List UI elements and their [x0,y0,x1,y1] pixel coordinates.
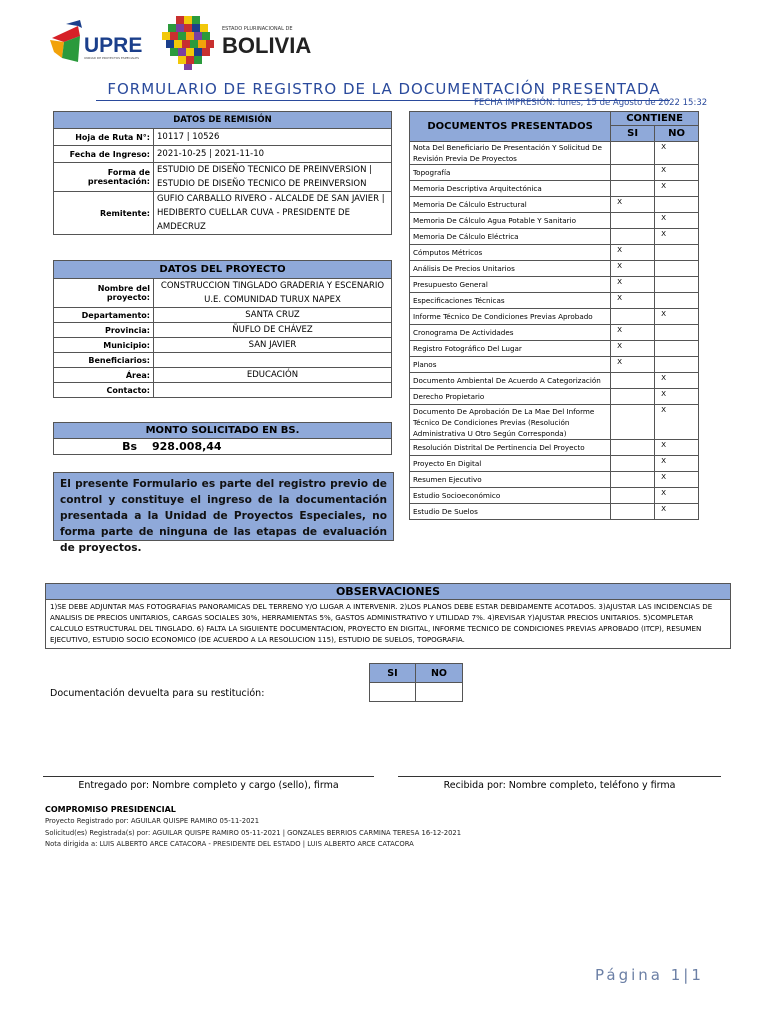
bolivia-emblem-icon [162,16,216,70]
compromiso-line: Nota dirigida a: LUIS ALBERTO ARCE CATACORA - PRESIDENTE DEL ESTADO | LUIS ALBERTO ARCE CATACORA [45,840,414,848]
page-word: Página [595,966,663,984]
document-no-mark [655,197,699,213]
observaciones-title: OBSERVACIONES [46,584,730,600]
document-name: Cómputos Métricos [410,245,611,261]
proyecto-label: Departamento: [54,308,154,323]
compromiso-line: Proyecto Registrado por: AGUILAR QUISPE RAMIRO 05-11-2021 [45,817,260,825]
devuelta-si-header: SI [370,664,416,683]
document-no-mark [655,277,699,293]
document-no-mark [655,325,699,341]
upre-logo-subtitle: UNIDAD DE PROYECTOS ESPECIALES [84,56,140,60]
document-si-mark [611,389,655,405]
table-row [54,439,392,455]
remision-value: 10117 | 10526 [154,129,392,146]
page-total: 1 [691,966,704,984]
document-name: Derecho Propietario [410,389,611,405]
document-si-mark [611,488,655,504]
table-row [410,488,699,504]
document-si-mark [611,229,655,245]
document-name: Planos [410,357,611,373]
document-no-mark: X [655,181,699,197]
devuelta-label: Documentación devuelta para su restitución: [50,688,265,699]
devuelta-no-header: NO [415,664,462,683]
table-row [410,440,699,456]
monto-table [53,422,392,455]
document-name: Topografía [410,165,611,181]
document-name: Presupuesto General [410,277,611,293]
table-row [54,308,392,323]
document-si-mark: X [611,277,655,293]
document-name: Estudio Socioeconómico [410,488,611,504]
table-row [410,181,699,197]
document-name: Memoria Descriptiva Arquitectónica [410,181,611,197]
proyecto-value: SANTA CRUZ [154,308,392,323]
bolivia-state-label: ESTADO PLURINACIONAL DE [222,26,293,32]
proyecto-label: Provincia: [54,323,154,338]
compromiso-line: Solicitud(es) Registrada(s) por: AGUILAR QUISPE RAMIRO 05-11-2021 | GONZALES BERRIOS CARMINA TERESA 16-12-2021 [45,829,462,837]
table-row [54,368,392,383]
remision-label: Forma de presentación: [54,163,154,192]
proyecto-label: Beneficiarios: [54,353,154,368]
devuelta-no-cell[interactable] [415,683,462,702]
document-no-mark [655,245,699,261]
document-si-mark [611,213,655,229]
document-si-mark [611,309,655,325]
signature-line-recibida [398,776,721,777]
table-row [410,456,699,472]
table-row [410,389,699,405]
observaciones-text: 1)SE DEBE ADJUNTAR MAS FOTOGRAFIAS PANORAMICAS DEL TERRENO Y/O LUGAR A INTERVENIR. 2)LOS PLANOS DEBE ESTAR DEBIDAMENTE ACOTADOS. 3)AJUSTAR LAS INCIDENCIAS DE ANALISIS DE PRECIOS UNITARIOS, CARGAS SOCIALES 30%, HERRAMIENTAS 5%, GASTOS ADMINISTRATIVO Y UTILIDAD 7%. 4)REVISAR Y)AJUSTAR PRECIOS UNITARIOS. 5)COMPLETAR CALCULO ESTRUCTURAL DEL TINGLADO. 6) FALTA LA SIGUIENTE DOCUMENTACION, PROYECTO EN DIGITAL, INFORME TECNICO DE CONDICIONES PREVIAS APROBADO (ITCP), RESUMEN EJECUTIVO, ESTUDIO SOCIO ECONOMICO (DE ACUERDO A LA RESOLUCION 115), ESTUDIO DE SUELOS, TOPOGRAFIA. [50,602,713,644]
document-name: Memoria De Cálculo Eléctrica [410,229,611,245]
table-row [410,245,699,261]
remision-label: Fecha de Ingreso: [54,146,154,163]
document-si-mark [611,405,655,440]
page-number [595,966,704,984]
table-row [410,213,699,229]
table-row [410,341,699,357]
contiene-header: CONTIENE [611,112,699,126]
page-separator: | [683,966,692,984]
devuelta-si-cell[interactable] [370,683,416,702]
observaciones-box [45,583,731,649]
document-no-mark: X [655,165,699,181]
table-row [410,373,699,389]
document-no-mark: X [655,488,699,504]
proyecto-label: Área: [54,368,154,383]
document-name: Nota Del Beneficiario De Presentación Y Solicitud De Revisión Previa De Proyectos [410,142,611,165]
document-si-mark [611,181,655,197]
document-name: Cronograma De Actividades [410,325,611,341]
document-si-mark [611,165,655,181]
document-si-mark: X [611,357,655,373]
document-si-mark: X [611,245,655,261]
formulario-note: El presente Formulario es parte del registro previo de control y constituye el ingreso de la documentación presentada a la Unidad de Proyectos Especiales, no forma parte de ninguna de las etapas de evaluación de proyectos. [53,472,394,541]
upre-logo-text: UPRE [84,34,143,57]
monto-title: MONTO SOLICITADO EN BS. [54,423,392,439]
document-name: Registro Fotográfico Del Lugar [410,341,611,357]
document-name: Documento Ambiental De Acuerdo A Categorización [410,373,611,389]
document-no-mark: X [655,472,699,488]
proyecto-value: CONSTRUCCION TINGLADO GRADERIA Y ESCENARIO U.E. COMUNIDAD TURUX NAPEX [154,279,392,308]
document-name: Análisis De Precios Unitarios [410,261,611,277]
document-name: Proyecto En Digital [410,456,611,472]
proyecto-value [154,383,392,398]
document-no-mark: X [655,309,699,325]
proyecto-label: Nombre del proyecto: [54,279,154,308]
documentos-table [409,111,699,520]
document-no-mark [655,341,699,357]
remision-table [53,111,392,235]
remision-value: 2021-10-25 | 2021-11-10 [154,146,392,163]
document-no-mark: X [655,456,699,472]
document-si-mark [611,472,655,488]
page-current: 1 [670,966,684,984]
documentos-title: DOCUMENTOS PRESENTADOS [410,112,611,142]
table-row [410,277,699,293]
table-row [54,129,392,146]
document-si-mark: X [611,197,655,213]
document-no-mark: X [655,440,699,456]
print-date: FECHA IMPRESIÓN: lunes, 15 de Agosto de 2022 15:32 [474,98,708,108]
document-no-mark: X [655,229,699,245]
devuelta-table [369,663,463,702]
document-si-mark [611,504,655,520]
proyecto-value: EDUCACIÓN [154,368,392,383]
table-row [410,261,699,277]
table-row [54,146,392,163]
table-row [54,383,392,398]
document-name: Estudio De Suelos [410,504,611,520]
table-row [410,142,699,165]
monto-currency: Bs [54,439,150,455]
table-row [410,405,699,440]
remision-title: DATOS DE REMISIÓN [54,112,392,129]
table-row [54,338,392,353]
document-si-mark: X [611,261,655,277]
entregado-label: Entregado por: Nombre completo y cargo (sello), firma [78,780,339,791]
table-row [410,325,699,341]
document-si-mark [611,142,655,165]
document-si-mark [611,373,655,389]
document-name: Memoria De Cálculo Estructural [410,197,611,213]
table-row [410,293,699,309]
proyecto-value: ÑUFLO DE CHÁVEZ [154,323,392,338]
document-no-mark: X [655,373,699,389]
table-row [410,197,699,213]
table-row [410,357,699,373]
table-row [410,309,699,325]
recibida-label: Recibida por: Nombre completo, teléfono y firma [443,780,676,791]
document-no-mark: X [655,389,699,405]
document-name: Documento De Aprobación De La Mae Del Informe Técnico De Condiciones Previas (Resolución Administrativa U Otro Según Corresponda) [410,405,611,440]
document-name: Informe Técnico De Condiciones Previas Aprobado [410,309,611,325]
si-header: SI [611,126,655,142]
document-no-mark [655,357,699,373]
document-si-mark: X [611,293,655,309]
remision-label: Remitente: [54,192,154,235]
proyecto-value: SAN JAVIER [154,338,392,353]
monto-amount: 928.008,44 [149,439,392,455]
document-si-mark: X [611,325,655,341]
table-row [54,163,392,192]
table-row [410,229,699,245]
document-no-mark [655,293,699,309]
document-name: Especificaciones Técnicas [410,293,611,309]
table-row [410,504,699,520]
signature-line-entregado [43,776,374,777]
document-no-mark: X [655,504,699,520]
remision-value: ESTUDIO DE DISEÑO TECNICO DE PREINVERSION | ESTUDIO DE DISEÑO TECNICO DE PREINVERSION [154,163,392,192]
document-si-mark: X [611,341,655,357]
document-no-mark: X [655,213,699,229]
proyecto-table [53,260,392,398]
proyecto-title: DATOS DEL PROYECTO [54,261,392,279]
table-row [410,472,699,488]
document-si-mark [611,440,655,456]
document-name: Resumen Ejecutivo [410,472,611,488]
document-name: Resolución Distrital De Pertinencia Del Proyecto [410,440,611,456]
remision-label: Hoja de Ruta N°: [54,129,154,146]
proyecto-label: Contacto: [54,383,154,398]
document-si-mark [611,456,655,472]
no-header: NO [655,126,699,142]
proyecto-label: Municipio: [54,338,154,353]
document-no-mark: X [655,405,699,440]
form-title: FORMULARIO DE REGISTRO DE LA DOCUMENTACIÓN PRESENTADA [107,80,661,98]
document-no-mark: X [655,142,699,165]
table-row [54,192,392,235]
remision-value: GUFIO CARBALLO RIVERO - ALCALDE DE SAN JAVIER | HEDIBERTO CUELLAR CUVA - PRESIDENTE DE AMDECRUZ [154,192,392,235]
table-row [54,353,392,368]
proyecto-value [154,353,392,368]
document-no-mark [655,261,699,277]
bolivia-logo-text: BOLIVIA [222,33,312,58]
table-row [54,323,392,338]
table-row [410,165,699,181]
document-name: Memoria De Cálculo Agua Potable Y Sanitario [410,213,611,229]
compromiso-title: COMPROMISO PRESIDENCIAL [45,805,176,814]
table-row [54,279,392,308]
